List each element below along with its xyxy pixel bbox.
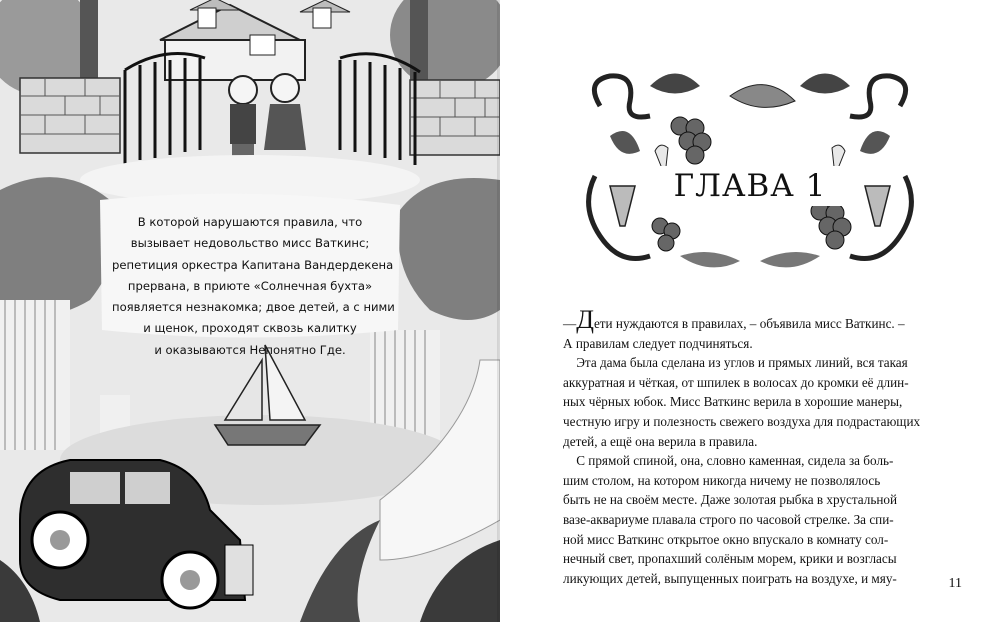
body-line: С прямой спиной, она, словно каменная, сидела за боль-	[563, 453, 894, 469]
body-line: быть не на своём месте. Даже золотая рыбка в хрустальной	[563, 492, 898, 508]
epigraph-line: В которой нарушаются правила, что	[137, 215, 363, 229]
left-page	[0, 0, 500, 622]
first-line-rest: ети нуждаются в правилах, – объявила мисс Ваткинс. –	[593, 316, 905, 331]
chapter-title: ГЛАВА 1	[650, 166, 850, 206]
epigraph-line: прервана, в приюте «Солнечная бухта»	[127, 278, 373, 293]
body-line: ной мисс Ваткинс открытое окно впускало в комнату сол-	[563, 531, 889, 547]
body-line: ликующих детей, выпущенных поиграть на воздухе, и мяу-	[563, 570, 897, 586]
epigraph-line: вызывает недовольство мисс Ваткинс;	[130, 236, 370, 251]
body-line: вазе-аквариуме плавала строго по часовой стрелке. За спи-	[563, 511, 894, 527]
epigraph-line: появляется незнакомка; двое детей, а с ними	[112, 300, 395, 315]
page-number: 11	[948, 576, 962, 591]
body-line: нечный свет, пропахший солёным морем, крики и возгласы	[563, 551, 897, 567]
body-line: честную игру и полезность свежего воздуха для подрастающих	[563, 413, 921, 429]
chapter-body-text	[563, 305, 963, 588]
epigraph-line: репетиция оркестра Капитана Вандердекена	[112, 257, 394, 272]
epigraph-line: и оказываются Непонятно Где.	[154, 342, 346, 357]
epigraph-line: и щенок, проходят сквозь калитку	[143, 321, 357, 336]
right-page	[500, 0, 1001, 622]
opening-dash: —	[563, 316, 577, 331]
body-line: детей, а ещё она верила в правила.	[563, 433, 758, 449]
chapter-epigraph	[112, 212, 395, 361]
body-line: ных чёрных юбок. Мисс Ваткинс верила в хорошие манеры,	[563, 394, 903, 410]
body-line: аккуратная и чёткая, от шпилек в волосах до кромки её длин-	[563, 374, 909, 390]
body-first-line	[563, 305, 963, 334]
body-line: Эта дама была сделана из углов и прямых линий, вся такая	[563, 355, 908, 371]
body-line: шим столом, на котором никогда ничему не позволялось	[563, 472, 881, 488]
body-line: А правилам следует подчиняться.	[563, 335, 753, 351]
drop-cap: Д	[576, 305, 594, 334]
